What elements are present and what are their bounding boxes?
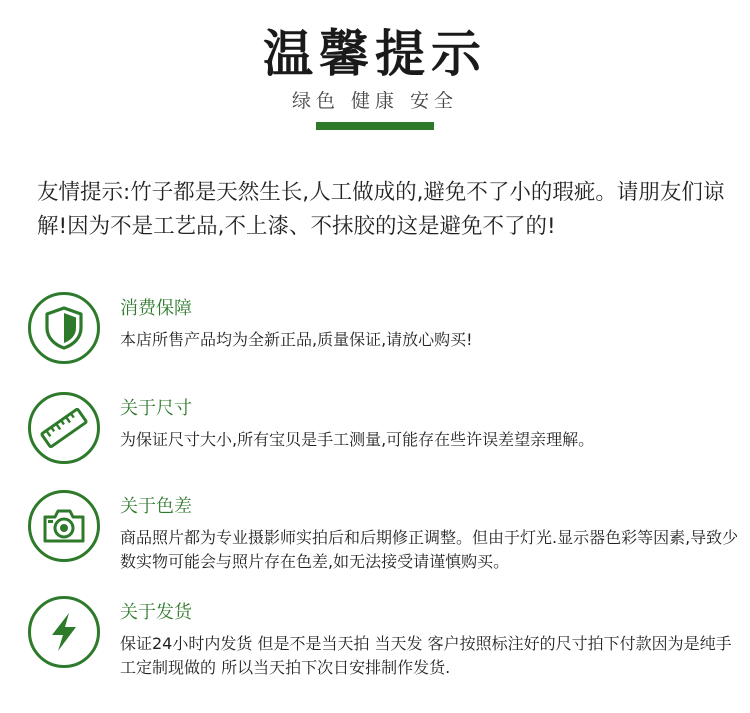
- shield-icon: [44, 306, 84, 350]
- item-text: 为保证尺寸大小,所有宝贝是手工测量,可能存在些许误差望亲理解。: [120, 430, 595, 449]
- badge-circle: [28, 596, 100, 668]
- notice-text: 友情提示:竹子都是天然生长,人工做成的,避免不了小的瑕疵。请朋友们谅解!因为不是工艺品,不上漆、不抹胶的这是避免不了的!: [37, 180, 725, 239]
- info-item-guarantee: [28, 292, 728, 382]
- lightning-icon: [47, 611, 81, 653]
- title-divider: [316, 122, 434, 130]
- item-text: 本店所售产品均为全新正品,质量保证,请放心购买!: [120, 330, 473, 349]
- item-title: 消费保障: [120, 298, 192, 319]
- info-item-color: [28, 490, 739, 580]
- badge-circle: [28, 392, 100, 464]
- page-subtitle: 绿色 健康 安全: [291, 90, 459, 112]
- camera-icon: [41, 506, 87, 546]
- item-title: 关于尺寸: [120, 398, 192, 419]
- info-item-size: [28, 392, 728, 482]
- info-item-shipping: [28, 596, 732, 686]
- item-text: 保证24小时内发货 但是不是当天拍 当天发 客户按照标注好的尺寸拍下付款因为是纯手工定制现做的 所以当天拍下次日安排制作发货.: [120, 634, 732, 677]
- item-title: 关于色差: [120, 496, 192, 517]
- page-title: 温馨提示: [263, 25, 487, 83]
- badge-circle: [28, 292, 100, 364]
- ruler-icon: [40, 404, 88, 452]
- item-title: 关于发货: [120, 602, 192, 623]
- badge-circle: [28, 490, 100, 562]
- item-text: 商品照片都为专业摄影师实拍后和后期修正调整。但由于灯光.显示器色彩等因素,导致少数实物可能会与照片存在色差,如无法接受请谨慎购买。: [120, 528, 739, 571]
